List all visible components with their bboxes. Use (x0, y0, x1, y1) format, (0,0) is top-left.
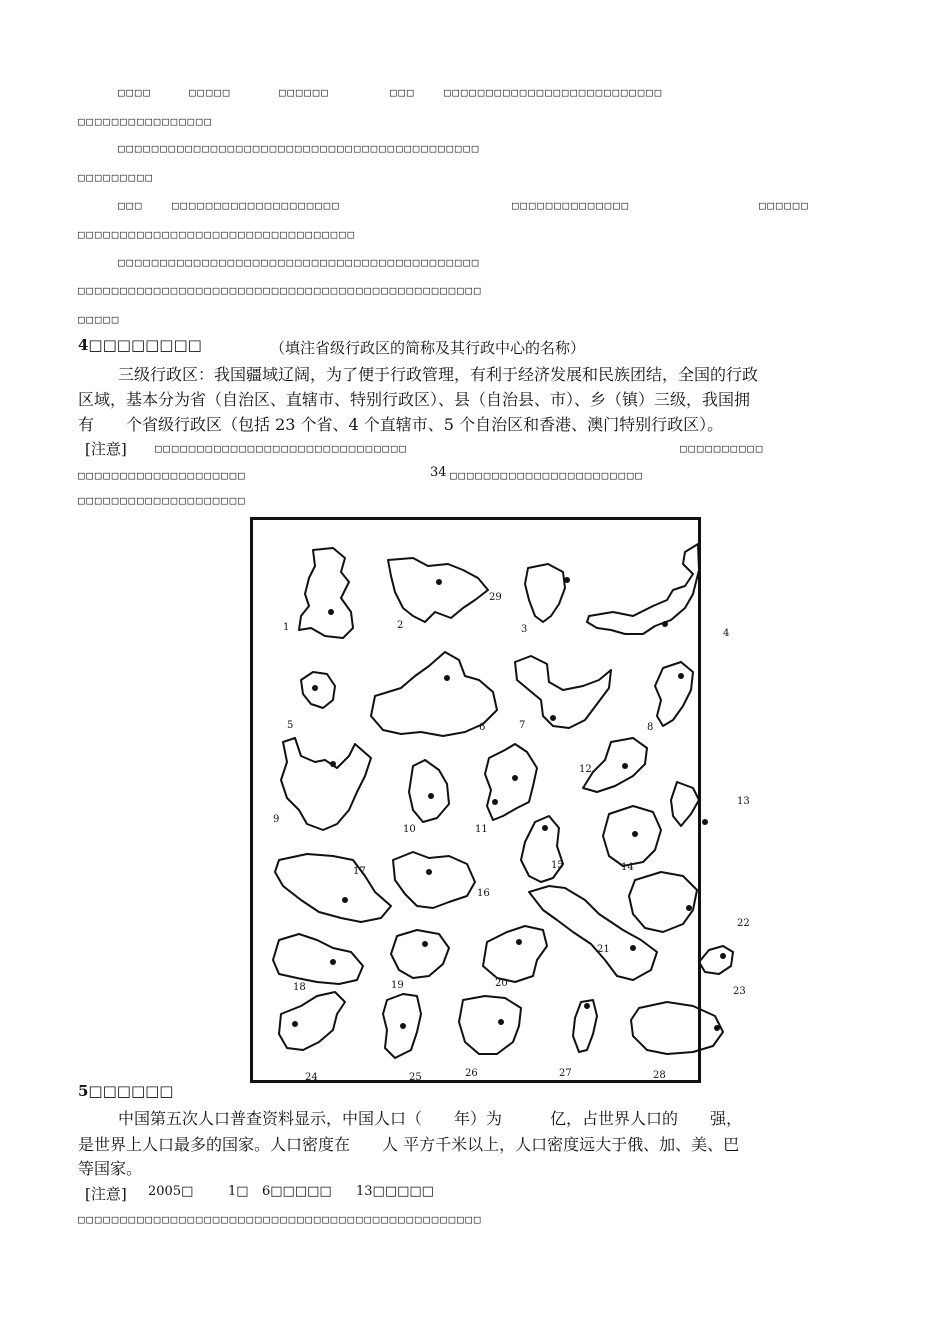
garbled-text: □□□□ (118, 86, 152, 99)
garbled-text: □□□□□□□□□ (78, 171, 154, 184)
province-label: 24 (305, 1072, 318, 1083)
garbled-text: □□□□□□ (759, 199, 810, 212)
province-label: 12 (579, 764, 592, 775)
province-shape-15 (521, 816, 563, 882)
province-label: 4 (723, 628, 730, 639)
note-text: 6□□□□□ (262, 1184, 332, 1199)
capital-dot (622, 763, 628, 769)
province-label: 5 (287, 720, 294, 731)
capital-dot (686, 905, 692, 911)
province-label: 15 (551, 860, 564, 871)
province-shape-7 (515, 656, 611, 728)
province-label: 1 (283, 622, 290, 633)
garbled-text: □□□□□ (189, 86, 232, 99)
section5-paragraph-line: 中国第五次人口普查资料显示，中国人口（ 年）为 亿，占世界人口的 强， (118, 1109, 743, 1128)
capital-dot (630, 945, 636, 951)
capital-dot (436, 579, 442, 585)
capital-dot (426, 869, 432, 875)
province-shape-10 (409, 760, 449, 822)
province-shape-23 (699, 946, 733, 974)
province-label: 13 (737, 796, 750, 807)
province-label: 9 (273, 814, 280, 825)
province-label: 16 (477, 888, 490, 899)
capital-dot (516, 939, 522, 945)
province-label: 8 (647, 722, 654, 733)
garbled-text: □□□□□□□□□□□□□□ (512, 199, 630, 212)
garbled-text: □□□□□□□□□□□□□□□□□□□□□□□□□□□□□□□□□□□□□□□□□□□□□□□□ (78, 1213, 483, 1226)
section4-subtitle: （填注省级行政区的简称及其行政中心的名称） (270, 339, 586, 357)
garbled-text: □□□□□□□□□□□□□□□□□□□□□□□□□□□□□□□□□□□□□□□□□□□ (118, 142, 481, 155)
capital-dot (422, 941, 428, 947)
capital-dot (312, 685, 318, 691)
garbled-text: □□□□□□□□□□□□□□□□□□□□□□□□□□ (444, 86, 663, 99)
garbled-text: □□□ (390, 86, 416, 99)
capital-dot (428, 793, 434, 799)
province-shape-19 (391, 930, 449, 978)
capital-dot (328, 609, 334, 615)
garbled-text: □□□□□□□□□□□□□□□□□□□□ (78, 494, 247, 507)
province-shape-1 (299, 548, 353, 638)
section4-paragraph-line: 三级行政区：我国疆域辽阔，为了便于行政管理，有利于经济发展和民族团结，全国的行政 (118, 365, 759, 384)
province-shape-20 (483, 926, 547, 982)
province-shape-26 (459, 996, 521, 1054)
capital-dot (702, 819, 708, 825)
province-shape-5 (301, 672, 335, 708)
capital-dot (330, 959, 336, 965)
capital-dot (662, 621, 668, 627)
capital-dot (292, 1021, 298, 1027)
capital-dot (564, 577, 570, 583)
province-label: 23 (733, 986, 746, 997)
province-outline-svg (253, 520, 750, 1083)
garbled-text: □□□□□□□□□□□□□□□□□□□□□□□ (450, 469, 644, 482)
note-text: 1□ (228, 1184, 249, 1199)
province-label: 10 (403, 824, 416, 835)
province-shape-17 (275, 854, 391, 922)
province-label: 28 (653, 1070, 666, 1081)
garbled-text: □□□□□□□□□□□□□□□□ (78, 115, 213, 128)
section4-paragraph-line: 有 个省级行政区（包括 23 个省、4 个直辖市、5 个自治区和香港、澳门特别行政区）。 (78, 415, 724, 434)
province-label: 29 (489, 592, 502, 603)
province-label: 18 (293, 982, 306, 993)
note-number: 34 (430, 465, 447, 480)
note-label: [注意] (85, 1185, 127, 1203)
province-label: 7 (519, 720, 526, 731)
province-label: 2 (397, 620, 404, 631)
garbled-text: □□□□□ (78, 313, 121, 326)
capital-dot (550, 715, 556, 721)
province-shape-13 (671, 782, 699, 826)
capital-dot (632, 831, 638, 837)
province-label: 21 (597, 944, 610, 955)
province-shape-11 (485, 744, 537, 820)
garbled-text: □□□□□□□□□□□□□□□□□□□□ (172, 199, 341, 212)
garbled-text: □□□□□□ (279, 86, 330, 99)
garbled-text: □□□□□□□□□□□□□□□□□□□□□□□□□□□□□□□□□□□□□□□□□□□□□□□□ (78, 284, 483, 297)
capital-dot (330, 761, 336, 767)
note-label: [注意] (85, 440, 127, 458)
capital-dot (542, 825, 548, 831)
province-shape-21 (529, 886, 657, 980)
province-shape-18 (273, 934, 363, 984)
province-shape-9 (281, 738, 371, 830)
garbled-text: □□□□□□□□□□□□□□□□□□□□□□□□□□□□□□ (155, 442, 408, 455)
garbled-text: □□□ (118, 199, 144, 212)
capital-dot (584, 1003, 590, 1009)
capital-dot (492, 799, 498, 805)
province-shape-24 (279, 992, 345, 1050)
capital-dot (714, 1025, 720, 1031)
province-label: 26 (465, 1068, 478, 1079)
capital-dot (400, 1023, 406, 1029)
province-shape-4 (587, 544, 699, 634)
garbled-text: □□□□□□□□□□ (680, 442, 765, 455)
province-outline-map (250, 517, 750, 1083)
province-label: 6 (479, 722, 486, 733)
province-label: 27 (559, 1068, 572, 1079)
section4-paragraph-line: 区域，基本分为省（自治区、直辖市、特别行政区）、县（自治县、市）、乡（镇）三级，我国拥 (78, 390, 751, 409)
province-shape-16 (393, 852, 475, 908)
capital-dot (498, 1019, 504, 1025)
capital-dot (444, 675, 450, 681)
garbled-text: □□□□□□□□□□□□□□□□□□□□ (78, 469, 247, 482)
garbled-text: □□□□□□□□□□□□□□□□□□□□□□□□□□□□□□□□□ (78, 228, 356, 241)
province-label: 20 (495, 978, 508, 989)
province-shape-3 (525, 564, 565, 622)
province-label: 19 (391, 980, 404, 991)
garbled-text: □□□□□□□□□□□□□□□□□□□□□□□□□□□□□□□□□□□□□□□□□□□ (118, 256, 481, 269)
note-text: 2005□ (148, 1184, 194, 1199)
capital-dot (342, 897, 348, 903)
section5-paragraph-line: 等国家。 (78, 1159, 143, 1178)
province-shape-28 (631, 1002, 723, 1054)
capital-dot (512, 775, 518, 781)
section4-heading: 4□□□□□□□□ (78, 336, 202, 354)
note-text: 13□□□□□ (356, 1184, 434, 1199)
province-shape-8 (655, 662, 693, 726)
province-shape-2 (388, 558, 488, 622)
section5-paragraph-line: 是世界上人口最多的国家。人口密度在 人 平方千米以上，人口密度远大于俄、加、美、巴 (78, 1135, 740, 1154)
province-label: 3 (521, 624, 528, 635)
section5-heading: 5□□□□□□ (78, 1082, 174, 1100)
province-label: 25 (409, 1072, 422, 1083)
province-label: 14 (621, 862, 634, 873)
province-shape-12 (583, 738, 647, 792)
province-shape-22 (629, 872, 697, 932)
province-shape-14 (603, 806, 661, 866)
capital-dot (720, 953, 726, 959)
province-label: 22 (737, 918, 750, 929)
capital-dot (678, 673, 684, 679)
province-label: 17 (353, 866, 366, 877)
province-label: 11 (475, 824, 488, 835)
